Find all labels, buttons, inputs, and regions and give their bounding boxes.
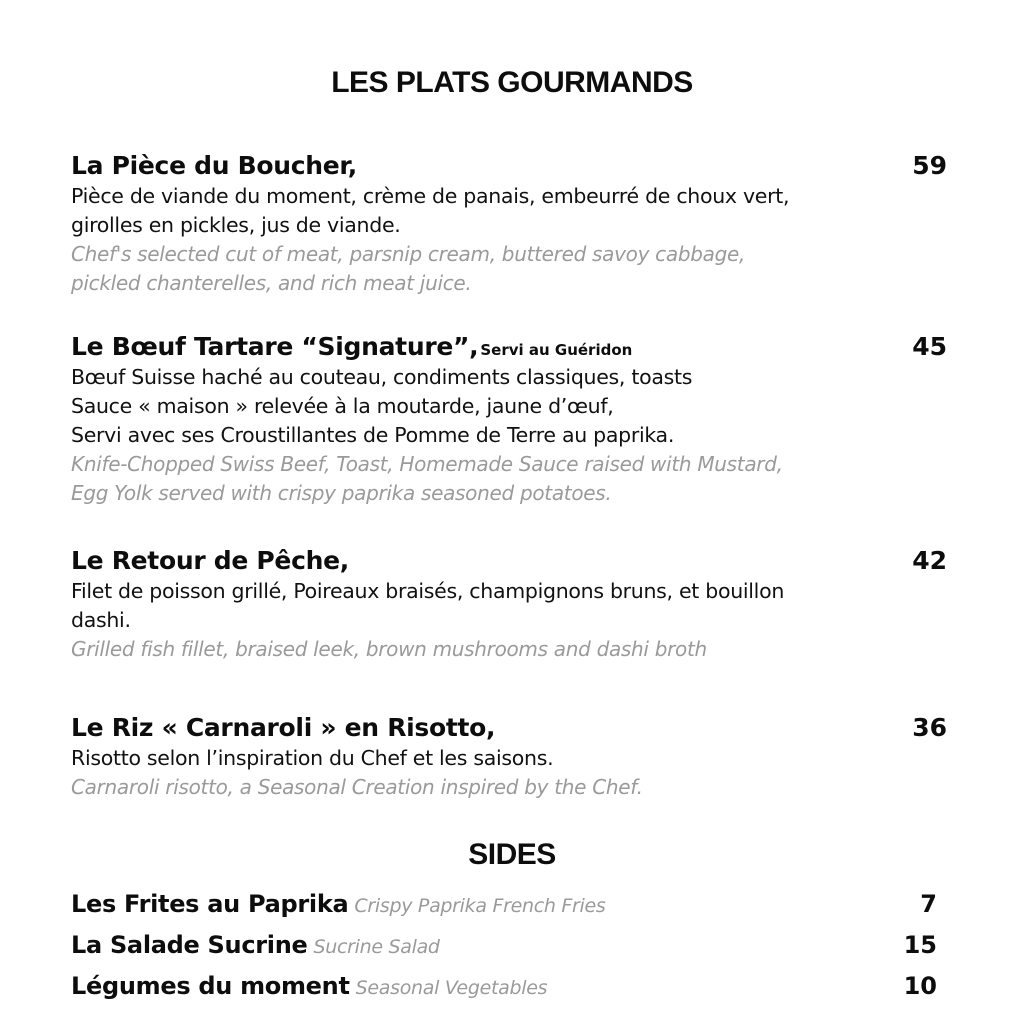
side-item bbox=[71, 885, 937, 923]
dish-description-fr: Bœuf Suisse haché au couteau, condiments classiques, toasts bbox=[71, 365, 693, 389]
dish-description-fr: Sauce « maison » relevée à la moutarde, jaune d’œuf, bbox=[71, 394, 614, 418]
dish-header bbox=[71, 331, 947, 363]
dish-name: Le Riz « Carnaroli » en Risotto, bbox=[71, 713, 496, 742]
dish-description-en: Grilled fish fillet, braised leek, brown mushrooms and dashi broth bbox=[71, 637, 707, 661]
dish-header bbox=[71, 712, 947, 744]
dish-description-fr: Servi avec ses Croustillantes de Pomme de Terre au paprika. bbox=[71, 423, 675, 447]
side-price: 7 bbox=[920, 890, 937, 918]
side-name: Légumes du moment bbox=[71, 972, 350, 1000]
dish-price: 45 bbox=[912, 332, 947, 361]
dish-description-en: Carnaroli risotto, a Seasonal Creation inspired by the Chef. bbox=[71, 775, 643, 799]
side-name: La Salade Sucrine bbox=[71, 931, 308, 959]
side-item bbox=[71, 967, 937, 1005]
dish-price: 59 bbox=[912, 151, 947, 180]
dish-header bbox=[71, 545, 947, 577]
dish-description-en: Egg Yolk served with crispy paprika seasoned potatoes. bbox=[71, 481, 612, 505]
side-translation: Sucrine Salad bbox=[313, 936, 440, 958]
dish-description-fr: Risotto selon l’inspiration du Chef et les saisons. bbox=[71, 746, 554, 770]
dish-boeuf-tartare bbox=[71, 331, 947, 508]
side-price: 10 bbox=[903, 972, 937, 1000]
side-price: 15 bbox=[903, 931, 937, 959]
dish-note: Servi au Guéridon bbox=[480, 341, 633, 359]
dish-description-en: Knife-Chopped Swiss Beef, Toast, Homemade Sauce raised with Mustard, bbox=[71, 452, 783, 476]
dish-description-en: Chef's selected cut of meat, parsnip cream, buttered savoy cabbage, bbox=[71, 242, 746, 266]
dish-description-en: pickled chanterelles, and rich meat juice. bbox=[71, 271, 472, 295]
dish-retour-de-peche bbox=[71, 545, 947, 664]
side-name: Les Frites au Paprika bbox=[71, 890, 349, 918]
side-item bbox=[71, 926, 937, 964]
dish-description-fr: girolles en pickles, jus de viande. bbox=[71, 213, 401, 237]
dish-name: Le Bœuf Tartare “Signature”, bbox=[71, 332, 479, 361]
dish-name: La Pièce du Boucher, bbox=[71, 151, 357, 180]
dish-price: 36 bbox=[912, 713, 947, 742]
dish-description-fr: dashi. bbox=[71, 608, 131, 632]
sides-section-title: SIDES bbox=[468, 838, 556, 871]
dish-riz-carnaroli bbox=[71, 712, 947, 802]
dish-description-fr: Pièce de viande du moment, crème de panais, embeurré de choux vert, bbox=[71, 184, 790, 208]
dish-name: Le Retour de Pêche, bbox=[71, 546, 349, 575]
side-translation: Seasonal Vegetables bbox=[355, 977, 548, 999]
dish-description-fr: Filet de poisson grillé, Poireaux braisés, champignons bruns, et bouillon bbox=[71, 579, 785, 603]
dish-header bbox=[71, 150, 947, 182]
side-translation: Crispy Paprika French Fries bbox=[354, 895, 606, 917]
dish-price: 42 bbox=[912, 546, 947, 575]
dish-piece-du-boucher bbox=[71, 150, 947, 298]
main-section-title: LES PLATS GOURMANDS bbox=[331, 66, 693, 99]
